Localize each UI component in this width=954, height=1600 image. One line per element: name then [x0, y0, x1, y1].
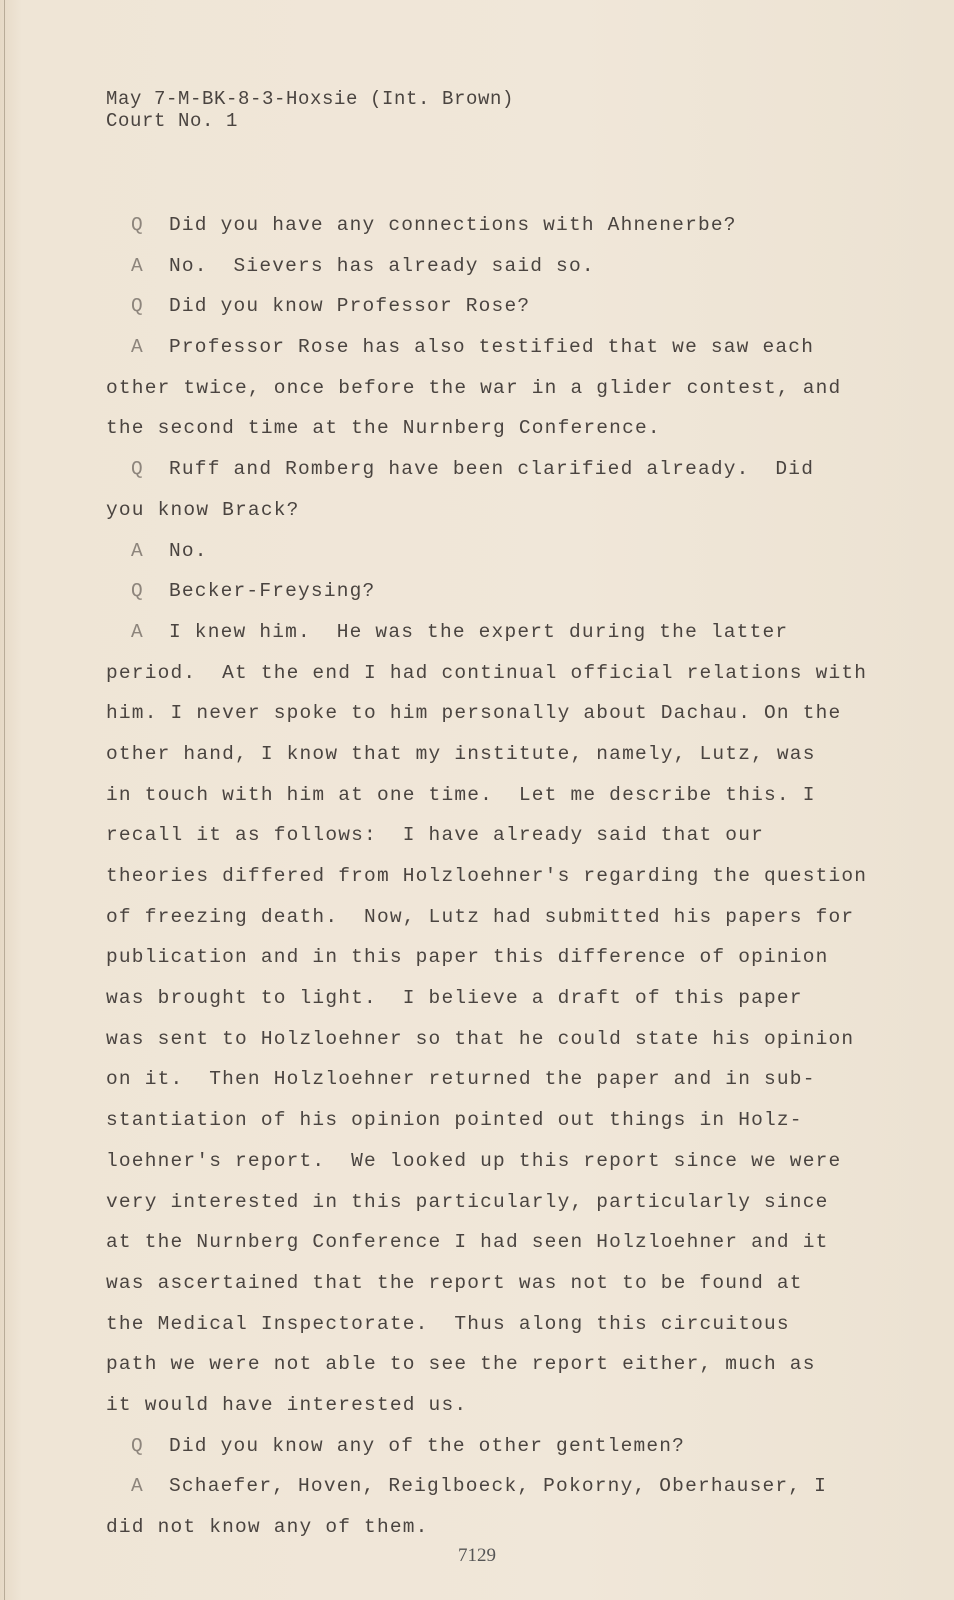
transcript-line	[106, 815, 836, 856]
transcript-line	[106, 1426, 836, 1467]
line-text: period. At the end I had continual official relations with	[106, 661, 868, 684]
line-text: No.	[169, 539, 208, 562]
transcript-line	[106, 286, 836, 327]
document-header	[106, 88, 514, 132]
line-text: theories differed from Holzloehner's regarding the question	[106, 865, 868, 887]
line-text: No. Sievers has already said so.	[169, 254, 595, 277]
question-marker: Q	[131, 458, 144, 481]
transcript-line	[106, 1141, 842, 1182]
line-text: him. I never spoke to him personally about Dachau. On the	[106, 702, 842, 725]
transcript-line	[106, 1222, 836, 1263]
transcript-line	[106, 937, 836, 978]
line-text: was sent to Holzloehner so that he could state his opinion	[106, 1027, 855, 1050]
question-marker: Q	[131, 1434, 144, 1457]
transcript-line	[106, 205, 836, 246]
transcript-line	[106, 1182, 836, 1223]
transcript-line	[106, 734, 836, 775]
line-text: of freezing death. Now, Lutz had submitted his papers for	[106, 905, 855, 928]
transcript-line	[106, 693, 842, 734]
line-text: publication and in this paper this difference of opinion	[106, 946, 829, 969]
transcript-line	[106, 897, 855, 938]
answer-marker: A	[131, 539, 144, 562]
header-line-court: Court No. 1	[106, 110, 239, 132]
transcript-line	[106, 327, 836, 368]
line-text: Schaefer, Hoven, Reiglboeck, Pokorny, Oberhauser, I	[169, 1475, 827, 1498]
transcript-line	[106, 653, 868, 694]
transcript-line	[106, 1059, 836, 1100]
line-text: Did you know Professor Rose?	[169, 295, 531, 318]
line-text: I knew him. He was the expert during the latter	[169, 620, 789, 643]
question-marker: Q	[131, 580, 144, 603]
line-text: path we were not able to see the report either, much as	[106, 1353, 816, 1376]
line-text: it would have interested us.	[106, 1393, 468, 1416]
line-text: on it. Then Holzloehner returned the paper and in sub-	[106, 1068, 816, 1091]
line-text: you know Brack?	[106, 498, 300, 521]
answer-marker: A	[131, 254, 144, 277]
transcript-line	[106, 368, 842, 409]
question-marker: Q	[131, 295, 144, 318]
transcript-line	[106, 1385, 836, 1426]
transcript-line	[106, 1304, 836, 1345]
line-text: stantiation of his opinion pointed out things in Holz-	[106, 1109, 803, 1132]
transcript-line	[106, 978, 836, 1019]
line-text: Ruff and Romberg have been clarified already. Did	[169, 458, 815, 481]
line-text: the second time at the Nurnberg Conference.	[106, 417, 661, 440]
line-text: at the Nurnberg Conference I had seen Holzloehner and it	[106, 1231, 829, 1254]
line-text: recall it as follows: I have already said that our	[106, 824, 764, 847]
transcript-line	[106, 1019, 855, 1060]
line-text: Did you know any of the other gentlemen?	[169, 1434, 686, 1457]
transcript-line	[106, 246, 836, 287]
answer-marker: A	[131, 336, 144, 359]
header-line-case: May 7-M-BK-8-3-Hoxsie (Int. Brown)	[106, 88, 515, 110]
page-edge	[4, 0, 15, 1600]
transcript-line	[106, 1263, 836, 1304]
transcript-line	[106, 1344, 836, 1385]
line-text: Professor Rose has also testified that we saw each	[169, 336, 815, 359]
line-text: the Medical Inspectorate. Thus along this circuitous	[106, 1312, 790, 1335]
line-text: was brought to light. I believe a draft of this paper	[106, 987, 803, 1010]
line-text: other twice, once before the war in a glider contest, and	[106, 376, 842, 399]
answer-marker: A	[131, 1475, 144, 1498]
transcript-line	[106, 1507, 836, 1548]
transcript-line	[106, 531, 836, 572]
answer-marker: A	[131, 620, 144, 643]
transcript-line	[106, 449, 836, 490]
line-text: very interested in this particularly, particularly since	[106, 1190, 829, 1213]
line-text: Did you have any connections with Ahnenerbe?	[169, 214, 737, 236]
line-text: Becker-Freysing?	[169, 580, 376, 603]
line-text: did not know any of them.	[106, 1516, 429, 1538]
transcript-line	[106, 612, 836, 653]
page-number: 7129	[458, 1545, 496, 1566]
transcript-body	[106, 205, 868, 1548]
line-text: loehner's report. We looked up this report since we were	[106, 1149, 842, 1172]
transcript-line	[106, 571, 836, 612]
transcript-line	[106, 856, 868, 897]
line-text: was ascertained that the report was not to be found at	[106, 1271, 803, 1294]
line-text: other hand, I know that my institute, namely, Lutz, was	[106, 742, 816, 765]
transcript-line	[106, 490, 836, 531]
transcript-line	[106, 775, 836, 816]
transcript-line	[106, 1100, 836, 1141]
question-marker: Q	[131, 214, 144, 236]
transcript-line	[106, 408, 836, 449]
line-text: in touch with him at one time. Let me describe this. I	[106, 783, 816, 806]
transcript-line	[106, 1466, 836, 1507]
